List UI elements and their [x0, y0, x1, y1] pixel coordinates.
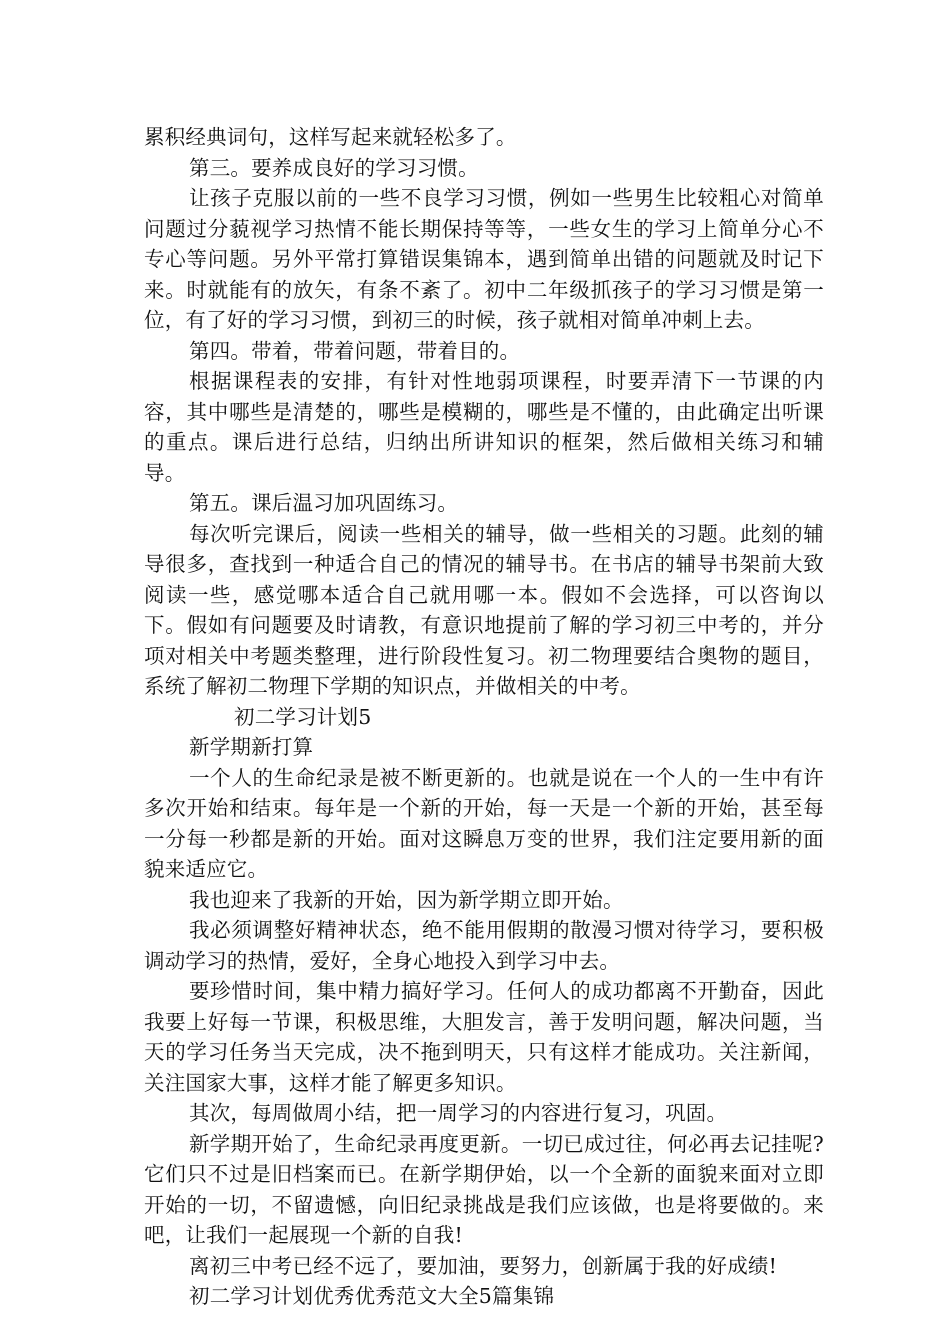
paragraph: 新学期开始了，生命纪录再度更新。一切已成过往，何必再去记挂呢?它们只不过是旧档案而已。在新学期伊始，以一个全新的面貌来面对立即开始的一切，不留遗憾，向旧纪录挑战是我们应该做，也是将要做的。来吧，让我们一起展现一个新的自我!: [144, 1131, 824, 1247]
paragraph: 每次听完课后，阅读一些相关的辅导，做一些相关的习题。此刻的辅导很多，查找到一种适合自己的情况的辅导书。在书店的辅导书架前大致阅读一些，感觉哪本适合自己就用哪一本。假如不会选择，可以咨询以下。假如有问题要及时请教，有意识地提前了解的学习初三中考的，并分项对相关中考题类整理，进行阶段性复习。初二物理要结合奥物的题目，系统了解初二物理下学期的知识点，并做相关的中考。: [144, 521, 824, 698]
paragraph: 我也迎来了我新的开始，因为新学期立即开始。: [189, 887, 624, 912]
section-heading-fourth: 第四。带着，带着问题，带着目的。: [189, 338, 521, 363]
document-body: [144, 122, 824, 1312]
article-title: 初二学习计划5: [234, 704, 372, 729]
paragraph: 我必须调整好精神状态，绝不能用假期的散漫习惯对待学习，要积极调动学习的热情，爱好，全身心地投入到学习中去。: [144, 918, 824, 973]
paragraph: 其次，每周做周小结，把一周学习的内容进行复习，巩固。: [189, 1101, 728, 1125]
article-subtitle: 新学期新打算: [189, 735, 314, 759]
paragraph: 一个人的生命纪录是被不断更新的。也就是说在一个人的一生中有许多次开始和结束。每年是一个新的开始，每一天是一个新的开始，甚至每一分每一秒都是新的开始。面对这瞬息万变的世界，我们注定要用新的面貌来适应它。: [144, 765, 824, 881]
document-footer-title: 初二学习计划优秀优秀范文大全5篇集锦: [189, 1284, 555, 1308]
paragraph: 离初三中考已经不远了，要加油，要努力，创新属于我的好成绩!: [189, 1253, 778, 1278]
section-heading-third: 第三。要养成良好的学习习惯。: [189, 155, 479, 180]
paragraph-continuation: 累积经典词句，这样写起来就轻松多了。: [144, 125, 517, 149]
paragraph: 让孩子克服以前的一些不良学习习惯，例如一些男生比较粗心对简单问题过分藐视学习热情不能长期保持等等，一些女生的学习上简单分心不专心等问题。另外平常打算错误集锦本，遇到简单出错的问题就及时记下来。时就能有的放矢，有条不紊了。初中二年级抓孩子的学习习惯是第一位，有了好的学习习惯，到初三的时候，孩子就相对简单冲刺上去。: [144, 186, 824, 332]
section-heading-fifth: 第五。课后温习加巩固练习。: [189, 491, 459, 515]
paragraph: 根据课程表的安排，有针对性地弱项课程，时要弄清下一节课的内容，其中哪些是清楚的，哪些是模糊的，哪些是不懂的，由此确定出听课的重点。课后进行总结，归纳出所讲知识的框架，然后做相关练习和辅导。: [144, 369, 824, 485]
paragraph: 要珍惜时间，集中精力搞好学习。任何人的成功都离不开勤奋，因此我要上好每一节课，积极思维，大胆发言，善于发明问题，解决问题，当天的学习任务当天完成，决不拖到明天，只有这样才能成功。关注新闻，关注国家大事，这样才能了解更多知识。: [144, 979, 824, 1095]
